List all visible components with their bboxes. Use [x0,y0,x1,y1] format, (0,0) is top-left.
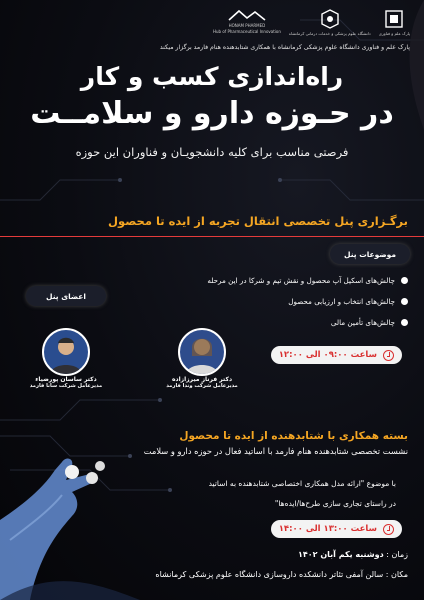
person-icon [44,330,88,374]
honam-logo-subcaption: Hub of Pharmaceutical Innovation [212,29,281,34]
session2-subheading: نشست تخصصی شتابدهنده هنام فارمد با اساتید فعال در حوزه دارو و سلامت [143,446,408,456]
avatar [42,328,90,376]
panel-member [28,328,104,389]
park-logo [379,8,410,36]
event-place [155,570,408,579]
panel-time-badge: ساعت ۰۹:۰۰ الی ۱۲:۰۰ [271,346,402,364]
park-logo-icon [383,8,405,30]
main-title-line1: راه‌اندازی کسب و کار [80,62,344,91]
session2-heading: بسته همکاری با شتابدهنده از ایده تا محصول [179,430,408,442]
clock-icon [383,350,394,361]
member-name: دکتر ساسان پورضیاء [35,376,97,383]
topic-item: چالش‌های انتخاب و ارزیابی محصول [168,297,408,306]
university-logo-caption: دانشگاه علوم پزشکی و خدمات درمانی کرمانشاه [288,31,371,36]
main-title-line2: در حـوزه دارو و سلامــت [30,96,394,131]
honam-logo-caption: HONAM PHARMED [228,23,266,28]
honam-logo-icon [227,8,267,22]
panel-member [164,328,240,389]
topics-label: موضوعات پنل [330,244,410,264]
avatar [178,328,226,376]
divider-line [0,236,424,237]
university-logo [289,8,371,36]
university-logo-icon [320,8,340,30]
session2-time-badge: ساعت ۱۳:۰۰ الی ۱۴:۰۰ [271,520,402,538]
bullet-icon [401,319,408,326]
members-label: اعضای پنل [26,286,106,306]
date-value: دوشنبه یکم آبان ۱۴۰۲ [298,550,384,559]
person-icon [180,330,224,374]
date-label: زمان : [386,550,408,559]
place-value: سالن آمفی تئاتر دانشکده داروسازی دانشگاه علوم پزشکی کرمانشاه [155,570,384,579]
topic-item: چالش‌های اسکیل آپ محصول و نقش تیم و شرکا در این مرحله [168,276,408,285]
session2-topic: با موضوع "ارائه مدل همکاری اختصاصی شتابدهنده به اساتید در راستای تجاری سازی طرح‌ها/ایده‌ها" [208,479,396,508]
member-name: دکتر فرناز میرزازاده [171,376,233,383]
place-label: مکان : [385,570,408,579]
honam-logo [213,8,281,36]
panel-heading: برگـزاری پنل تخصصی انتقال تجربه از ایده تا محصول [108,214,408,228]
topic-item: چالش‌های تأمین مالی [168,318,408,327]
event-date [298,550,408,559]
member-role: مدیرعامل شرکت سانا فارمد [29,383,103,389]
clock-icon [383,524,394,535]
glove-illustration [0,459,96,600]
park-logo-caption: پارک علم و فناوری [378,31,410,36]
bullet-icon [401,298,408,305]
member-role: مدیرعامل شرکت وندا فارمد [166,383,238,389]
subtitle: فرصتی مناسب برای کلیه دانشجویـان و فناوران این حوزه [75,145,349,159]
logo-row [213,8,410,36]
bullet-icon [401,277,408,284]
host-line: پارک علم و فناوری دانشگاه علوم پزشکی کرمانشاه با همکاری شتابدهنده هنام فارمد برگزار میکند [159,44,410,51]
